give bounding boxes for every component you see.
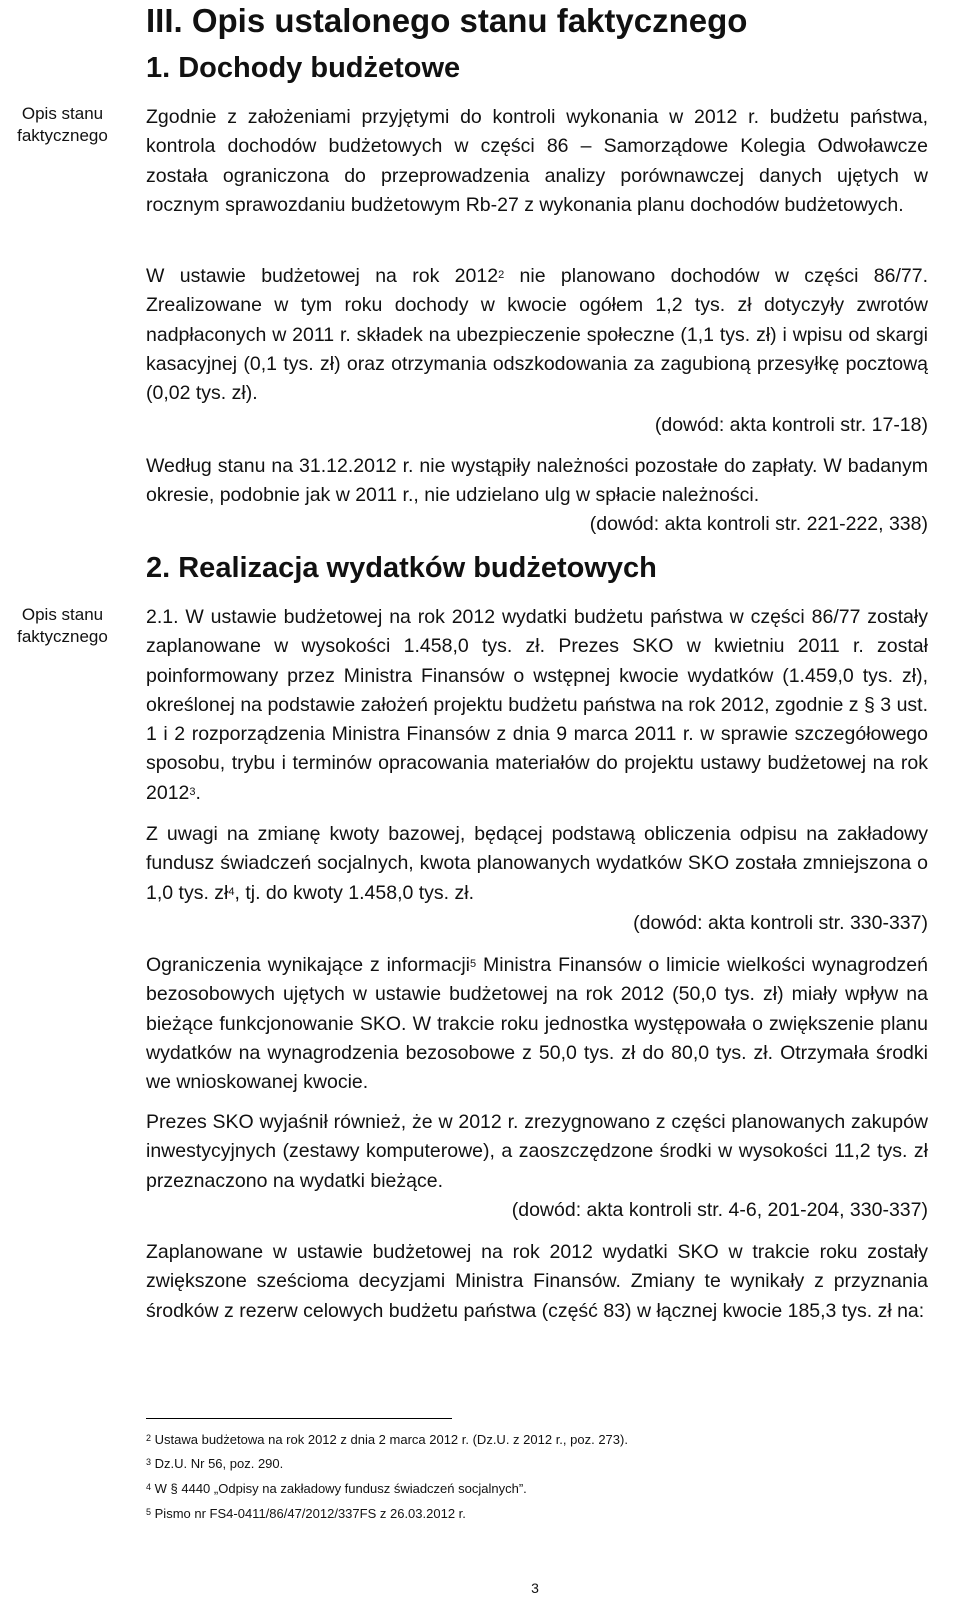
footnote-4-text: W § 4440 „Odpisy na zakładowy fundusz świadczeń socjalnych”. (154, 1481, 527, 1496)
footnote-3 (146, 1456, 283, 1472)
footnote-5-number: 5 (146, 1507, 152, 1517)
paragraph-4-text-b: . (195, 781, 201, 804)
page-number: 3 (531, 1580, 539, 1596)
paragraph-5-text-a: Z uwagi na zmianę kwoty bazowej, będącej podstawą obliczenia odpisu na zakładowy fundusz świadczeń socjalnych, kwota planowanych wydatków SKO została zmniejszona o 1,0 tys. zł (146, 823, 928, 904)
paragraph-4-text-a: 2.1. W ustawie budżetowej na rok 2012 wydatki budżetu państwa w części 86/77 zostały zaplanowane w wysokości 1.458,0 tys. zł. Prezes SKO w kwietniu 2011 r. został poinformowany przez Ministra Finansów o wstępnej kwocie wydatków (1.459,0 tys. zł), określonej na podstawie założeń projektu budżetu państwa na rok 2012, zgodnie z § 3 ust. 1 i 2 rozporządzenia Ministra Finansów z dnia 9 marca 2011 r. w sprawie szczegółowego sposobu, trybu i terminów opracowania materiałów do projektu ustawy budżetowej na rok 2012 (146, 606, 928, 804)
paragraph-1: Zgodnie z założeniami przyjętymi do kontroli wykonania w 2012 r. budżetu państwa, kontrola dochodów budżetowych w części 86 – Samorządowe Kolegia Odwoławcze została ograniczona do przeprowadzenia analizy porównawczej danych ujętych w rocznym sprawozdaniu budżetowym Rb-27 z wykonania planu dochodów budżetowych. (146, 106, 928, 216)
section-heading-1: 1. Dochody budżetowe (146, 52, 461, 84)
paragraph-8: Zaplanowane w ustawie budżetowej na rok 2012 wydatki SKO w trakcie roku zostały zwiększone sześcioma decyzjami Ministra Finansów. Zmiany te wynikały z przyznania środków z rezerw celowych budżetu państwa (część 83) w łącznej kwocie 185,3 tys. zł na: (146, 1241, 928, 1322)
paragraph-6 (146, 951, 928, 1097)
footnote-3-text: Dz.U. Nr 56, poz. 290. (154, 1456, 284, 1471)
footnote-4-number: 4 (146, 1482, 152, 1492)
section-heading-2: 2. Realizacja wydatków budżetowych (146, 552, 657, 584)
evidence-ref-1: (dowód: akta kontroli str. 17-18) (654, 414, 928, 436)
footnote-2-text: Ustawa budżetowa na rok 2012 z dnia 2 marca 2012 r. (Dz.U. z 2012 r., poz. 273). (154, 1432, 628, 1447)
margin-note-2: Opis stanu faktycznego (17, 605, 108, 646)
paragraph-6-text-a: Ograniczenia wynikające z informacji (146, 954, 471, 976)
paragraph-5-text-b: , tj. do kwoty 1.458,0 tys. zł. (234, 881, 475, 904)
paragraph-2-text-a: W ustawie budżetowej na rok 2012 (146, 265, 499, 287)
footnote-3-number: 3 (146, 1457, 152, 1467)
footnote-ref-3: 3 (189, 785, 196, 798)
evidence-ref-3: (dowód: akta kontroli str. 330-337) (633, 912, 928, 934)
footnote-ref-4: 4 (228, 885, 235, 898)
footnote-5-text: Pismo nr FS4-0411/86/47/2012/337FS z 26.03.2012 r. (154, 1506, 466, 1521)
paragraph-2 (146, 262, 928, 408)
paragraph-5 (146, 820, 928, 908)
paragraph-6-text-b: Ministra Finansów o limicie wielkości wynagrodzeń bezosobowych ujętych w ustawie budżetowej na rok 2012 (50,0 tys. zł) miały wpływ na bieżące funkcjonowanie SKO. W trakcie roku jednostka występowała o zwiększenie planu wydatków na wynagrodzenia bezosobowe z 50,0 tys. zł do 80,0 tys. zł. Otrzymała środki we wnioskowanej kwocie. (146, 954, 928, 1094)
footnote-5 (146, 1506, 466, 1522)
paragraph-3: Według stanu na 31.12.2012 r. nie wystąpiły należności pozostałe do zapłaty. W badanym okresie, podobnie jak w 2011 r., nie udzielano ulg w spłacie należności. (146, 455, 928, 507)
evidence-ref-4: (dowód: akta kontroli str. 4-6, 201-204, 330-337) (511, 1199, 928, 1221)
paragraph-2-text-b: nie planowano dochodów w części 86/77. Zrealizowane w tym roku dochody w kwocie ogółem 1,2 tys. zł dotyczyły zwrotów nadpłaconych w 2011 r. składek na ubezpieczenie społeczne (1,1 tys. zł) i wpisu od skargi kasacyjnej (0,1 tys. zł) oraz otrzymania odszkodowania za zagubioną przesyłkę pocztową (0,02 tys. zł). (146, 265, 928, 405)
footnote-4 (146, 1481, 527, 1497)
section-heading-main: III. Opis ustalonego stanu faktycznego (146, 2, 748, 39)
evidence-ref-2: (dowód: akta kontroli str. 221-222, 338) (589, 513, 928, 535)
footnote-ref-2: 2 (498, 269, 505, 281)
footnote-2 (146, 1432, 628, 1448)
footnote-ref-5: 5 (470, 958, 477, 970)
paragraph-7: Prezes SKO wyjaśnił również, że w 2012 r. zrezygnowano z części planowanych zakupów inwestycyjnych (zestawy komputerowe), a zaoszczędzone środki w wysokości 11,2 tys. zł przeznaczono na wydatki bieżące. (146, 1111, 928, 1192)
footnote-2-number: 2 (146, 1433, 152, 1443)
paragraph-4 (146, 603, 928, 808)
margin-note-1: Opis stanu faktycznego (17, 104, 108, 145)
footnote-separator (146, 1418, 452, 1419)
